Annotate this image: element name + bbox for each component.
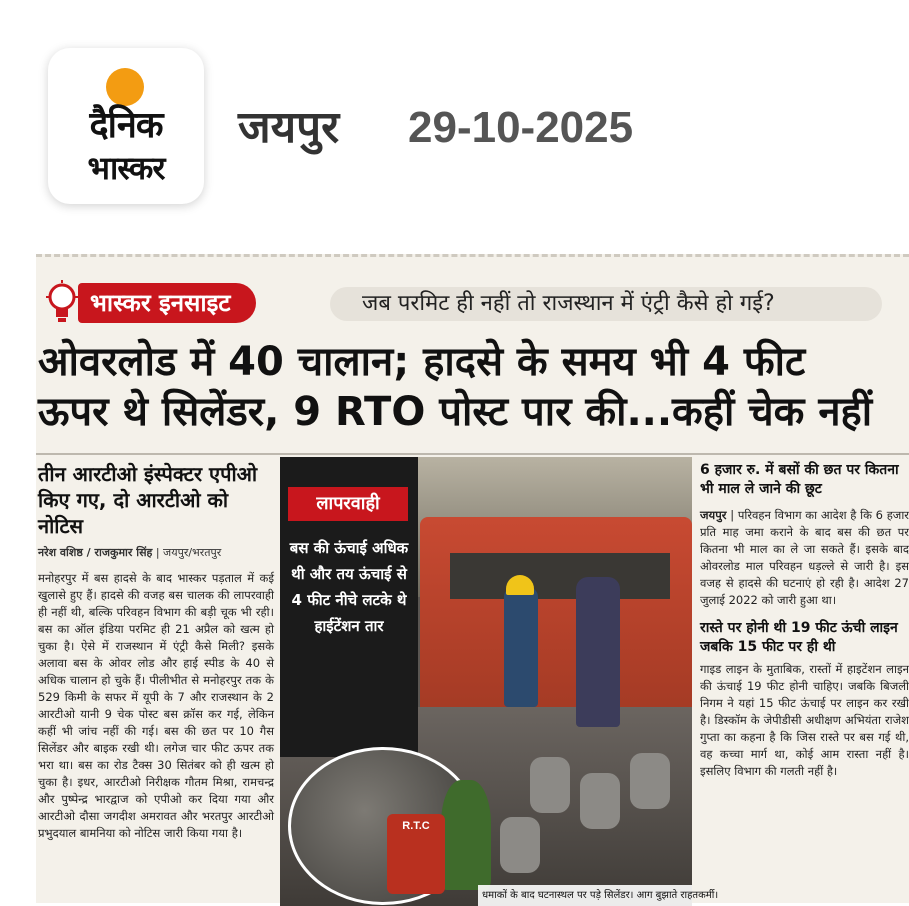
- kicker-question: जब परमिट ही नहीं तो राजस्थान में एंट्री कैसे हो गई?: [330, 287, 882, 321]
- headline-line1: ओवरलोड में 40 चालान; हादसे के समय भी 4 फीट: [38, 339, 806, 385]
- right-column: [700, 461, 909, 780]
- callout-badge: लापरवाही: [288, 487, 408, 521]
- burnt-bus: [420, 517, 692, 717]
- rescue-worker: [576, 577, 620, 727]
- logo-sun-icon: [106, 68, 144, 106]
- header-city: जयपुर: [238, 102, 340, 153]
- right-subheadline-1: 6 हजार रु. में बसों की छत पर कितना भी माल ले जाने की छूट: [700, 462, 899, 497]
- bus-window: [450, 553, 670, 599]
- dateline: जयपुर: [700, 508, 727, 522]
- rescue-worker: [504, 587, 538, 707]
- tree: [441, 780, 491, 890]
- byline: [38, 545, 274, 560]
- left-body-text: मनोहरपुर में बस हादसे के बाद भास्कर पड़ताल में कई खुलासे हुए हैं। हादसे की वजह बस चालक की लापरवाही ही नहीं थी, बल्कि परिवहन विभाग की बड़ी चूक भी रही। बस का ऑल इंडिया परमिट ही 21 अप्रैल को खत्म हो चुका है। ऐसे में राजस्थान में एंट्री कैसे मिली? इसके अलावा बस के ओवर लोड और हाई स्पीड के 40 से अधिक चालान हो चुके हैं। पीलीभीत से मनोहरपुर तक के 529 किमी के सफर में यूपी के 7 और राजस्थान के 2 आरटीओ यानी 9 चेक पोस्ट बस क्रॉस कर गई, लेकिन कहीं भी जांच नहीं की गई। बस की छत पर 10 गैस सिलेंडर और बाइक रखी थी। लगेज चार फीट ऊपर तक भरा था। बस का रोड टैक्स 30 सितंबर को ही खत्म हो चुका है। इधर, आरटीओ निरीक्षक गौतम मिश्रा, रामचन्द्र और पुष्पेन्द्र भारद्वाज को एपीओ कर दिया गया और आरटीओ दौसा जगदीश अमरावत और भरतपुर आरटीओ प्रभुदयाल बामनिया को नोटिस जारी किया गया है।: [38, 571, 274, 840]
- callout-panel: [280, 457, 418, 757]
- logo-text-line1: दैनिक: [89, 105, 163, 146]
- photo-caption: धमाकों के बाद घटनास्थल पर पड़े सिलेंडर। आग बुझाते राहतकर्मी।: [478, 885, 692, 906]
- right-body-text-2: गाइड लाइन के मुताबिक, रास्तों में हाइटेंशन लाइन की ऊंचाई 19 फीट होनी चाहिए। जबकि बिजली निगम ने यहां 15 फीट ऊंचाई पर लाइन कर रखी है। डिस्कॉम के जेपीडीसी अधीक्षण अभियंता राजेश गुप्ता का कहना है कि जिस रास्ते पर बस गई थी, वह कच्चा मार्ग था, कोई आम रास्ता नहीं है। इसलिए विभाग की गलती नहीं है।: [700, 662, 909, 778]
- right-subheadline-2: रास्ते पर होनी थी 19 फीट ऊंची लाइन जबकि 15 फीट पर ही थी: [700, 620, 898, 655]
- right-body-1-text: | परिवहन विभाग का आदेश है कि 6 हजार प्रति माह जमा कराने के बाद बस की छत पर कितना भी माल का ले जा सकते हैं। इसके बाद ओवरलोड माल परिवहन धड़ल्ले से जारी है। इस वजह से हादसे की घटनाएं हो रही है। आदेश 27 जुलाई 2022 को जारी हुआ था।: [700, 508, 909, 607]
- divider: [36, 453, 909, 455]
- gas-cylinder: [500, 817, 540, 873]
- byline-place: | जयपुर/भरतपुर: [155, 546, 222, 559]
- inset-photo: [288, 747, 478, 905]
- gas-cylinder: [530, 757, 570, 813]
- callout-text: बस की ऊंचाई अधिक थी और तय ऊंचाई से 4 फीट नीचे लटके थे हाईटेंशन तार: [289, 539, 409, 635]
- right-body-text-1: [700, 507, 909, 609]
- kicker-row: [36, 279, 909, 325]
- logo-text-line2: भास्कर: [87, 149, 165, 187]
- bulb-icon: [44, 279, 80, 325]
- newspaper-clipping: [36, 254, 909, 903]
- gas-cylinder: [580, 773, 620, 829]
- kicker-badge: भास्कर इनसाइट: [78, 283, 256, 323]
- headline-line2: ऊपर थे सिलेंडर, 9 RTO पोस्ट पार की...कहीं चेक नहीं: [38, 389, 873, 435]
- header-date: 29-10-2025: [408, 103, 634, 152]
- left-column: [38, 461, 274, 842]
- dainik-bhaskar-logo: [48, 48, 204, 204]
- left-subheadline: तीन आरटीओ इंस्पेक्टर एपीओ किए गए, दो आरटीओ को नोटिस: [38, 462, 258, 538]
- bus-label: R.T.C: [402, 820, 430, 832]
- main-headline: [38, 337, 898, 437]
- helmet-icon: [506, 575, 534, 595]
- gas-cylinder: [630, 753, 670, 809]
- byline-names: नरेश वशिष्ठ / राजकुमार सिंह: [38, 546, 153, 559]
